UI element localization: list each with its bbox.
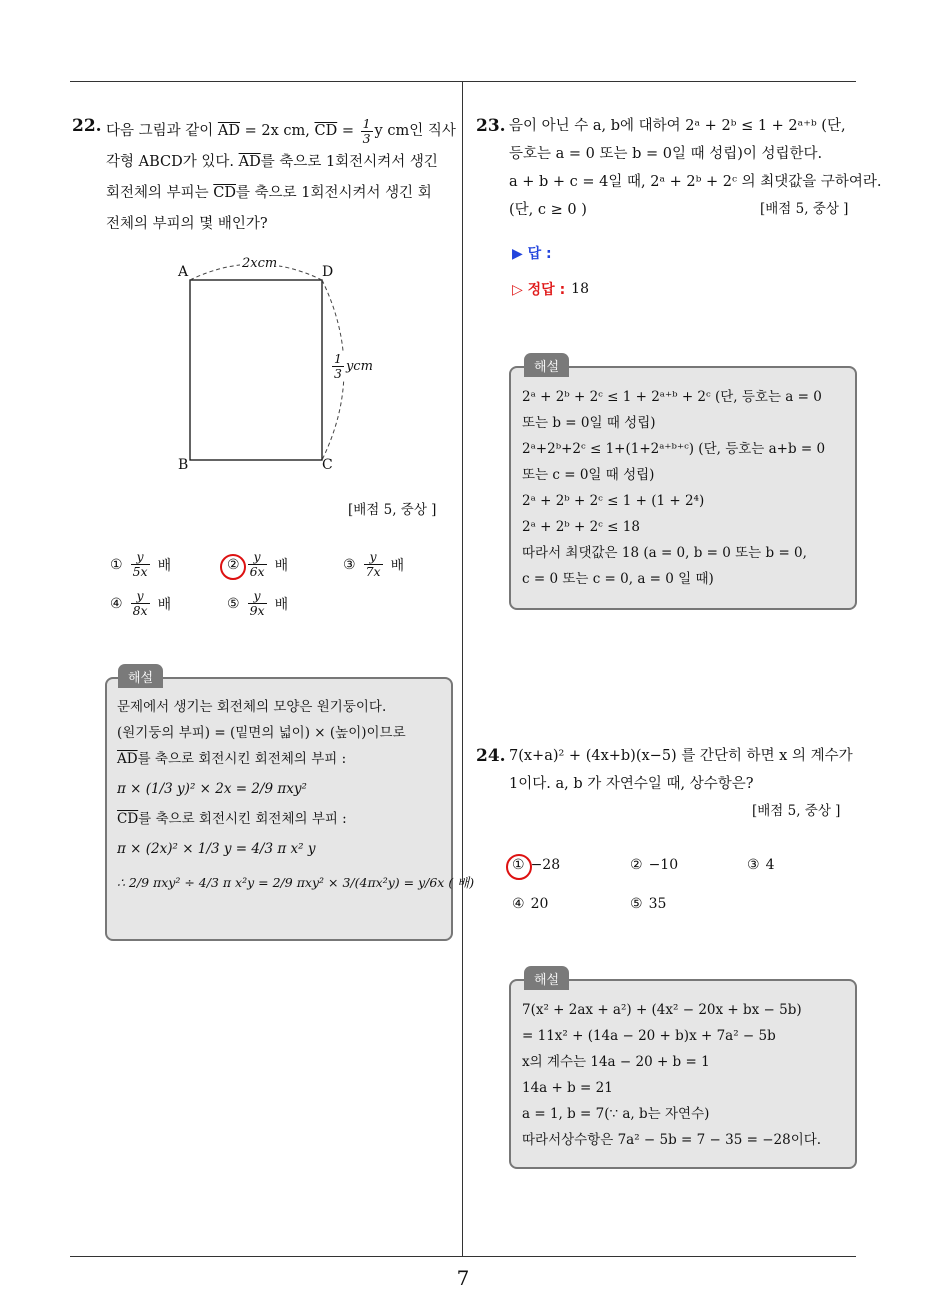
q22-choice-5[interactable]: ⑤ $\frac{y}{9x}$ 배: [227, 588, 289, 618]
q22-score: [배점 5, 중상 ]: [348, 502, 437, 518]
q24-text: [509, 742, 859, 798]
q24-choice-5[interactable]: ⑤ 35: [630, 896, 667, 912]
explanation-seg: $\overline{CD}$: [117, 811, 139, 827]
q22-choice-2[interactable]: ② $\frac{y}{6x}$ 배: [227, 549, 289, 579]
q22-text-part: 다음 그림과 같이: [106, 123, 214, 139]
bottom-rule: [70, 1256, 856, 1257]
q22-choice-4[interactable]: ④ $\frac{y}{8x}$ 배: [110, 588, 172, 618]
fig-label-d: D: [322, 264, 334, 280]
column-divider: [462, 82, 463, 1256]
q22-text: [106, 116, 456, 240]
q24-choice-4[interactable]: ④ 20: [512, 896, 549, 912]
explanation-line: 문제에서 생기는 회전체의 모양은 원기둥이다.: [117, 699, 387, 715]
explanation-line: (원기둥의 부피) = (밑면의 넓이) × (높이)이므로: [117, 725, 406, 741]
q23-score: [배점 5, 중상 ]: [760, 201, 849, 217]
explanation-line: 를 축으로 회전시킨 회전체의 부피 :: [138, 811, 347, 827]
q22-text-part: 를 축으로 1회전시켜서 생긴: [260, 154, 438, 170]
q24-choice-3[interactable]: ③ 4: [747, 857, 775, 873]
explanation-line: 따라서상수항은 7a² − 5b = 7 − 35 = −28이다.: [522, 1132, 822, 1148]
q23-line: 등호는 a = 0 또는 b = 0일 때 성립)이 성립한다.: [509, 146, 823, 162]
q22-text-part: 각형 ABCD가 있다.: [106, 154, 234, 170]
q22-text-part: = 2x cm,: [244, 123, 310, 139]
q23-line: (단, c ≥ 0 ): [509, 202, 587, 218]
q22-choice-1[interactable]: ① $\frac{y}{5x}$ 배: [110, 549, 172, 579]
q22-fraction: $\frac{1}{3}$: [362, 115, 371, 146]
fig-top-length: 2xcm: [242, 256, 278, 271]
explanation-line: 또는 c = 0일 때 성립): [522, 467, 655, 483]
q22-text-part: 를 축으로 1회전시켜서 생긴 회: [236, 185, 432, 201]
q23-line: a + b + c = 4일 때, 2ᵃ + 2ᵇ + 2ᶜ 의 최댓값을 구하여라.: [509, 174, 882, 190]
q22-seg-cd: $\overline{CD}$: [213, 185, 237, 201]
explanation-line: 따라서 최댓값은 18 (a = 0, b = 0 또는 b = 0,: [522, 545, 807, 561]
fig-label-c: C: [322, 457, 333, 473]
explanation-line: c = 0 또는 c = 0, a = 0 일 때): [522, 571, 714, 587]
q24-choice-1[interactable]: ① −28: [512, 857, 561, 873]
explanation-line: 2ᵃ + 2ᵇ + 2ᶜ ≤ 1 + 2ᵃ⁺ᵇ + 2ᶜ (단, 등호는 a = 0: [522, 389, 822, 405]
q22-number: 22.: [72, 116, 102, 136]
q22-explanation-body: [117, 694, 475, 900]
q23-correct-answer: ▷ 정답 : 18: [512, 281, 589, 298]
q24-explanation-tab: 해설: [524, 966, 569, 990]
q22-choice-3[interactable]: ③ $\frac{y}{7x}$ 배: [343, 549, 405, 579]
explanation-seg: $\overline{AD}$: [117, 751, 138, 767]
explanation-line: = 11x² + (14a − 20 + b)x + 7a² − 5b: [522, 1028, 776, 1044]
q24-line: 7(x+a)² + (4x+b)(x−5) 를 간단히 하면 x 의 계수가: [509, 748, 853, 764]
top-rule: [70, 81, 856, 82]
explanation-line: 또는 b = 0일 때 성립): [522, 415, 656, 431]
q24-number: 24.: [476, 746, 506, 766]
explanation-line: x의 계수는 14a − 20 + b = 1: [522, 1054, 710, 1070]
q24-choice-2[interactable]: ② −10: [630, 857, 679, 873]
q23-explanation-tab: 해설: [524, 353, 569, 377]
q23-line: 음이 아닌 수 a, b에 대하여 2ᵃ + 2ᵇ ≤ 1 + 2ᵃ⁺ᵇ (단,: [509, 118, 846, 134]
fig-side-length: $\frac{1}{3}$ ycm: [330, 352, 373, 381]
q23-explanation-body: [522, 384, 852, 592]
q24-explanation-body: [522, 997, 852, 1153]
explanation-formula: π × (1/3 y)² × 2x = 2/9 πxy²: [117, 781, 307, 797]
explanation-line: 7(x² + 2ax + a²) + (4x² − 20x + bx − 5b): [522, 1002, 802, 1018]
explanation-formula: π × (2x)² × 1/3 y = 4/3 π x² y: [117, 841, 316, 857]
q22-seg-ad: $\overline{AD}$: [217, 123, 240, 139]
q22-text-part: 회전체의 부피는: [106, 185, 209, 201]
q24-line: 1이다. a, b 가 자연수일 때, 상수항은?: [509, 776, 754, 792]
explanation-line: 14a + b = 21: [522, 1080, 613, 1096]
q23-answer-label: ▶ 답 :: [512, 246, 552, 262]
explanation-line: 2ᵃ + 2ᵇ + 2ᶜ ≤ 18: [522, 519, 640, 535]
explanation-line: 2ᵃ + 2ᵇ + 2ᶜ ≤ 1 + (1 + 2⁴): [522, 493, 705, 509]
q22-text-part: 전체의 부피의 몇 배인가?: [106, 216, 268, 232]
q22-seg-cd: $\overline{CD}$: [314, 123, 338, 139]
explanation-line: a = 1, b = 7(∵ a, b는 자연수): [522, 1106, 710, 1122]
q22-seg-ad: $\overline{AD}$: [238, 154, 261, 170]
fig-label-b: B: [178, 457, 189, 473]
q22-explanation-tab: 해설: [118, 664, 163, 688]
q23-number: 23.: [476, 116, 506, 136]
page-number: 7: [456, 1266, 470, 1290]
explanation-line: 2ᵃ+2ᵇ+2ᶜ ≤ 1+(1+2ᵃ⁺ᵇ⁺ᶜ) (단, 등호는 a+b = 0: [522, 441, 826, 457]
explanation-line: 를 축으로 회전시킨 회전체의 부피 :: [137, 751, 347, 767]
fig-label-a: A: [178, 264, 189, 280]
q22-text-part: =: [341, 123, 354, 139]
explanation-formula: ∴ 2/9 πxy² ÷ 4/3 π x²y = 2/9 πxy² × 3/(4πx²y) = y/6x ( 배): [117, 875, 475, 890]
q22-text-part: y cm인 직사: [374, 123, 456, 139]
q24-score: [배점 5, 중상 ]: [752, 803, 841, 819]
